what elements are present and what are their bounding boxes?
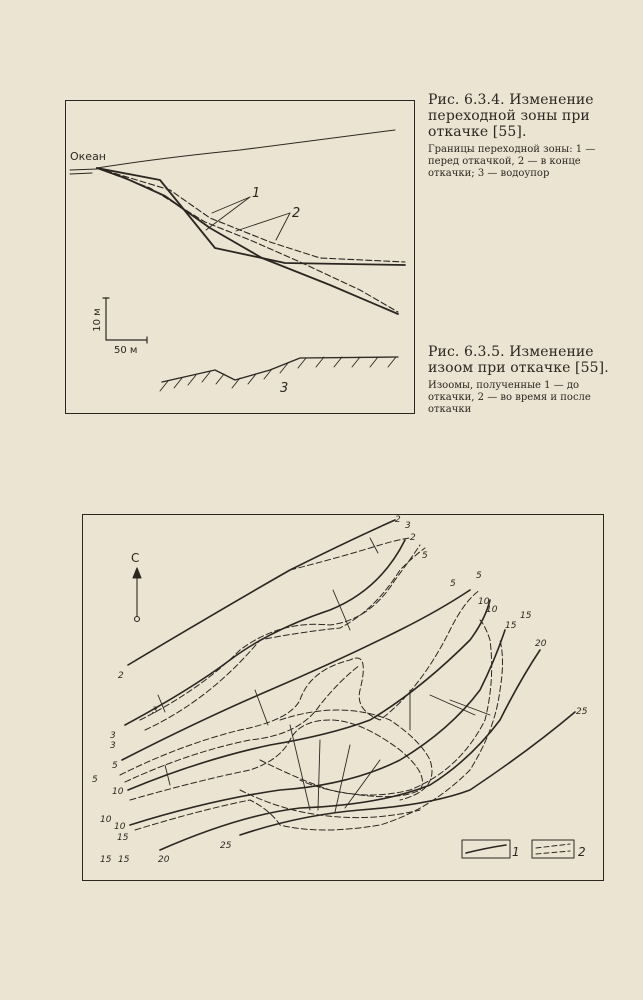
isoom-label-15: 15 bbox=[118, 855, 130, 865]
isoom-label-5: 5 bbox=[476, 571, 482, 581]
isoom-label-25: 25 bbox=[220, 841, 232, 851]
isoom-label-25: 25 bbox=[576, 707, 588, 717]
isoom-label-3: 3 bbox=[152, 706, 158, 716]
isoom-label-20: 20 bbox=[535, 639, 547, 649]
north-arrow bbox=[133, 568, 141, 622]
isoom-label-15: 15 bbox=[505, 621, 517, 631]
isoom-label-5: 5 bbox=[450, 579, 456, 589]
legend-label-2: 2 bbox=[578, 845, 586, 859]
scale-horizontal-label: 50 м bbox=[114, 345, 138, 356]
isoom-label-2: 2 bbox=[410, 533, 416, 543]
isoom-label-10: 10 bbox=[114, 822, 126, 832]
figure-6-3-5-description: Изоомы, полученные 1 — до откачки, 2 — во время и после откачки bbox=[428, 380, 591, 415]
isoom-label-15: 15 bbox=[117, 833, 129, 843]
isoom-20-before bbox=[160, 650, 540, 850]
isoom-2-before bbox=[128, 520, 395, 665]
isoom-label-5: 5 bbox=[112, 761, 118, 771]
figure-6-3-4-description: Границы переходной зоны: 1 — перед откачкой, 2 — в конце откачки; 3 — водоупор bbox=[428, 144, 596, 179]
isoom-10-after bbox=[130, 720, 423, 800]
isoom-label-5: 5 bbox=[422, 551, 428, 561]
ocean-label: Океан bbox=[70, 150, 107, 163]
isoom-label-2: 2 bbox=[395, 515, 401, 525]
isoom-5-before bbox=[122, 590, 470, 760]
isoom-label-3: 3 bbox=[110, 741, 116, 751]
marker-2-label: 2 bbox=[292, 206, 301, 221]
isoom-label-15: 15 bbox=[520, 611, 532, 621]
isoom-label-3: 3 bbox=[405, 521, 411, 531]
figure-6-3-5-title: Рис. 6.3.5. Изменение изоом при откачке [55]. bbox=[428, 344, 609, 376]
isoom-label-15: 15 bbox=[100, 855, 112, 865]
isoom-2-after bbox=[290, 538, 410, 570]
isoom-label-10: 10 bbox=[100, 815, 112, 825]
isoom-label-10: 10 bbox=[478, 597, 490, 607]
isoom-25-before bbox=[240, 712, 575, 835]
isoom-label-3: 3 bbox=[110, 731, 116, 741]
isoom-5-after-inner bbox=[125, 665, 360, 782]
marker-1-label: 1 bbox=[252, 186, 261, 201]
legend-label-1: 1 bbox=[512, 845, 520, 859]
isoom-15-after-inner bbox=[260, 620, 492, 795]
isoom-10-before bbox=[128, 600, 490, 790]
isoom-label-20: 20 bbox=[158, 855, 170, 865]
isoom-5-after bbox=[120, 590, 480, 775]
isoom-label-10: 10 bbox=[112, 787, 124, 797]
north-label: С bbox=[131, 551, 140, 565]
isoom-label-2: 2 bbox=[118, 671, 124, 681]
scale-vertical-label: 10 м bbox=[92, 308, 103, 332]
figure-6-3-4-title: Рис. 6.3.4. Изменение переходной зоны при откачке [55]. bbox=[428, 92, 594, 140]
isoom-label-10: 10 bbox=[486, 605, 498, 615]
isoom-3-before bbox=[125, 540, 405, 725]
isoom-label-5: 5 bbox=[92, 775, 98, 785]
marker-3-label: 3 bbox=[280, 381, 289, 396]
